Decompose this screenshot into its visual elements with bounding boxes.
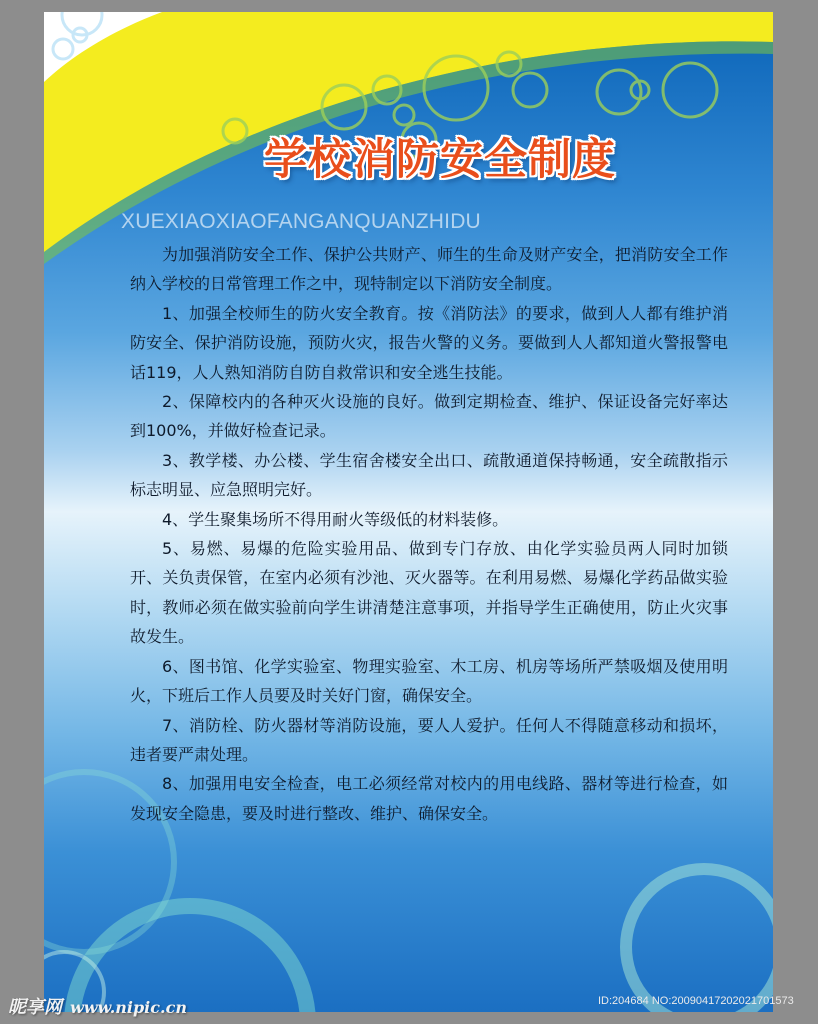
- rule-item-6: 6、图书馆、化学实验室、物理实验室、木工房、机房等场所严禁吸烟及使用明火，下班后工作人员要及时关好门窗，确保安全。: [130, 656, 728, 706]
- rule-item-4: 4、学生聚集场所不得用耐火等级低的材料装修。: [162, 509, 509, 529]
- title-pinyin: XUEXIAOXIAOFANGANQUANZHIDU: [121, 210, 481, 233]
- regulation-body: [130, 240, 728, 828]
- poster-title: 学校消防安全制度: [264, 135, 616, 185]
- watermark-brand: 昵享网: [8, 997, 62, 1018]
- rule-item-8: 8、加强用电安全检查，电工必须经常对校内的用电线路、器材等进行检查，如发现安全隐患，要及时进行整改、维护、确保安全。: [130, 774, 728, 823]
- watermark-url: www.nipic.cn: [70, 998, 187, 1017]
- poster: [44, 12, 773, 1012]
- intro-paragraph: 为加强消防安全工作、保护公共财产、师生的生命及财产安全，把消防安全工作纳入学校的日常管理工作之中，现特制定以下消防安全制度。: [130, 245, 728, 294]
- rule-item-3: 3、教学楼、办公楼、学生宿舍楼安全出口、疏散通道保持畅通，安全疏散指示标志明显、应急照明完好。: [130, 450, 728, 500]
- rule-item-7: 7、消防栓、防火器材等消防设施，要人人爱护。任何人不得随意移动和损坏，违者要严肃处理。: [130, 715, 728, 764]
- rule-item-1: 1、加强全校师生的防火安全教育。按《消防法》的要求，做到人人都有维护消防安全、保护消防设施，预防火灾，报告火警的义务。要做到人人都知道火警报警电话119，人人熟知消防自防自救常识和安全逃生技能。: [130, 303, 728, 382]
- site-watermark: [8, 993, 187, 1019]
- rule-item-2: 2、保障校内的各种灭火设施的良好。做到定期检查、维护、保证设备完好率达到100%，并做好检查记录。: [130, 392, 728, 441]
- image-id-label: ID:204684 NO:20090417202021701573: [598, 995, 794, 1007]
- rule-item-5: 5、易燃、易爆的危险实验用品、做到专门存放、由化学实验员两人同时加锁开、关负责保管，在室内必须有沙池、灭火器等。在利用易燃、易爆化学药品做实验时，教师必须在做实验前向学生讲清楚注意事项，并指导学生正确使用，防止火灾事故发生。: [130, 539, 728, 647]
